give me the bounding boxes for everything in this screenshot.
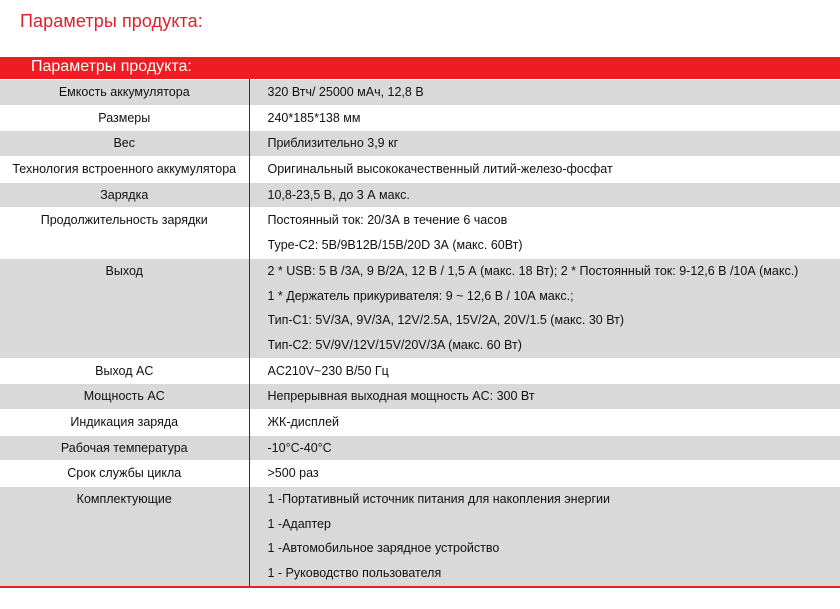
spec-label: Мощность AC	[83, 389, 165, 404]
spec-value: Тип-C2: 5V/9V/12V/15V/20V/3A (макс. 60 Вт)	[267, 337, 522, 352]
spec-label-cell	[0, 358, 249, 384]
spec-label: Комплектующие	[76, 492, 172, 506]
table-row	[0, 461, 840, 487]
spec-value: Приблизительно 3,9 кг	[267, 136, 399, 151]
spec-label: Срок службы цикла	[67, 466, 182, 481]
spec-label-cell	[0, 131, 249, 157]
spec-label-cell	[0, 487, 249, 587]
spec-label: Выход	[105, 263, 143, 278]
spec-label: Рабочая температура	[60, 440, 188, 455]
spec-value-cell	[249, 435, 840, 461]
table-row	[0, 435, 840, 461]
table-row	[0, 131, 840, 157]
table-row	[0, 384, 840, 410]
spec-label: Выход AC	[95, 363, 154, 378]
spec-label-cell	[0, 435, 249, 461]
spec-label: Зарядка	[100, 187, 149, 202]
spec-value-cell	[249, 384, 840, 410]
section-title: Параметры продукта:	[31, 58, 192, 75]
page-title: Параметры продукта:	[20, 11, 203, 31]
spec-value-cell	[249, 358, 840, 384]
spec-value: Оригинальный высококачественный литий-железо-фосфат	[267, 162, 613, 177]
spec-value-cell	[249, 461, 840, 487]
spec-value: 1 - Руководство пользователя	[267, 566, 442, 581]
spec-value: 2 * USB: 5 В /3А, 9 В/2А, 12 В / 1,5 А (макс. 18 Вт); 2 * Постоянный ток: 9-12,6 В /10А (макс.)	[267, 263, 799, 278]
spec-value-cell	[249, 208, 840, 258]
table-row	[0, 409, 840, 435]
spec-table-body	[0, 80, 840, 587]
spec-value: AC210V~230 В/50 Гц	[267, 363, 389, 378]
spec-value: >500 раз	[267, 466, 319, 481]
spec-label-cell	[0, 105, 249, 131]
spec-label-cell	[0, 258, 249, 358]
spec-value: 320 Втч/ 25000 мАч, 12,8 В	[267, 85, 424, 99]
spec-label: Индикация заряда	[70, 414, 179, 429]
spec-label: Емкость аккумулятора	[58, 85, 190, 99]
spec-value-cell	[249, 80, 840, 106]
spec-label-cell	[0, 384, 249, 410]
table-row	[0, 105, 840, 131]
section-banner	[0, 57, 840, 79]
spec-label-cell	[0, 80, 249, 106]
spec-value-cell	[249, 258, 840, 358]
spec-value-cell	[249, 157, 840, 183]
spec-label-cell	[0, 208, 249, 258]
table-row	[0, 258, 840, 358]
table-row	[0, 487, 840, 587]
table-row	[0, 157, 840, 183]
spec-label: Технология встроенного аккумулятора	[12, 162, 237, 177]
spec-value: Непрерывная выходная мощность AC: 300 Вт	[267, 389, 535, 404]
table-row	[0, 208, 840, 258]
spec-value: 240*185*138 мм	[267, 110, 361, 125]
spec-value-cell	[249, 131, 840, 157]
spec-label: Продолжительность зарядки	[40, 213, 208, 228]
spec-value: Тип-C1: 5V/3A, 9V/3A, 12V/2.5A, 15V/2A, 20V/1.5 (макс. 30 Вт)	[267, 313, 625, 328]
spec-label-cell	[0, 461, 249, 487]
spec-value: 1 -Адаптер	[267, 516, 331, 531]
spec-value: 10,8-23,5 В, до 3 А макс.	[267, 187, 410, 202]
spec-value-cell	[249, 409, 840, 435]
table-row	[0, 182, 840, 208]
spec-value: 1 * Держатель прикуривателя: 9 ~ 12,6 В / 10А макс.;	[267, 288, 574, 303]
spec-value: 1 -Автомобильное зарядное устройство	[267, 541, 500, 556]
spec-value: ЖК-дисплей	[267, 414, 340, 429]
spec-value: 1 -Портативный источник питания для накопления энергии	[267, 492, 610, 506]
spec-table	[0, 79, 840, 588]
spec-value: -10°C-40°C	[267, 440, 332, 455]
spec-value: Type-C2: 5В/9В12В/15В/20D 3А (макс. 60Вт)	[267, 238, 523, 253]
spec-label-cell	[0, 157, 249, 183]
spec-label: Размеры	[98, 110, 151, 125]
table-row	[0, 80, 840, 106]
spec-value: Постоянный ток: 20/3А в течение 6 часов	[267, 213, 508, 228]
spec-label-cell	[0, 409, 249, 435]
table-row	[0, 358, 840, 384]
spec-value-cell	[249, 487, 840, 587]
spec-value-cell	[249, 182, 840, 208]
spec-label: Вес	[113, 136, 136, 151]
spec-value-cell	[249, 105, 840, 131]
spec-label-cell	[0, 182, 249, 208]
